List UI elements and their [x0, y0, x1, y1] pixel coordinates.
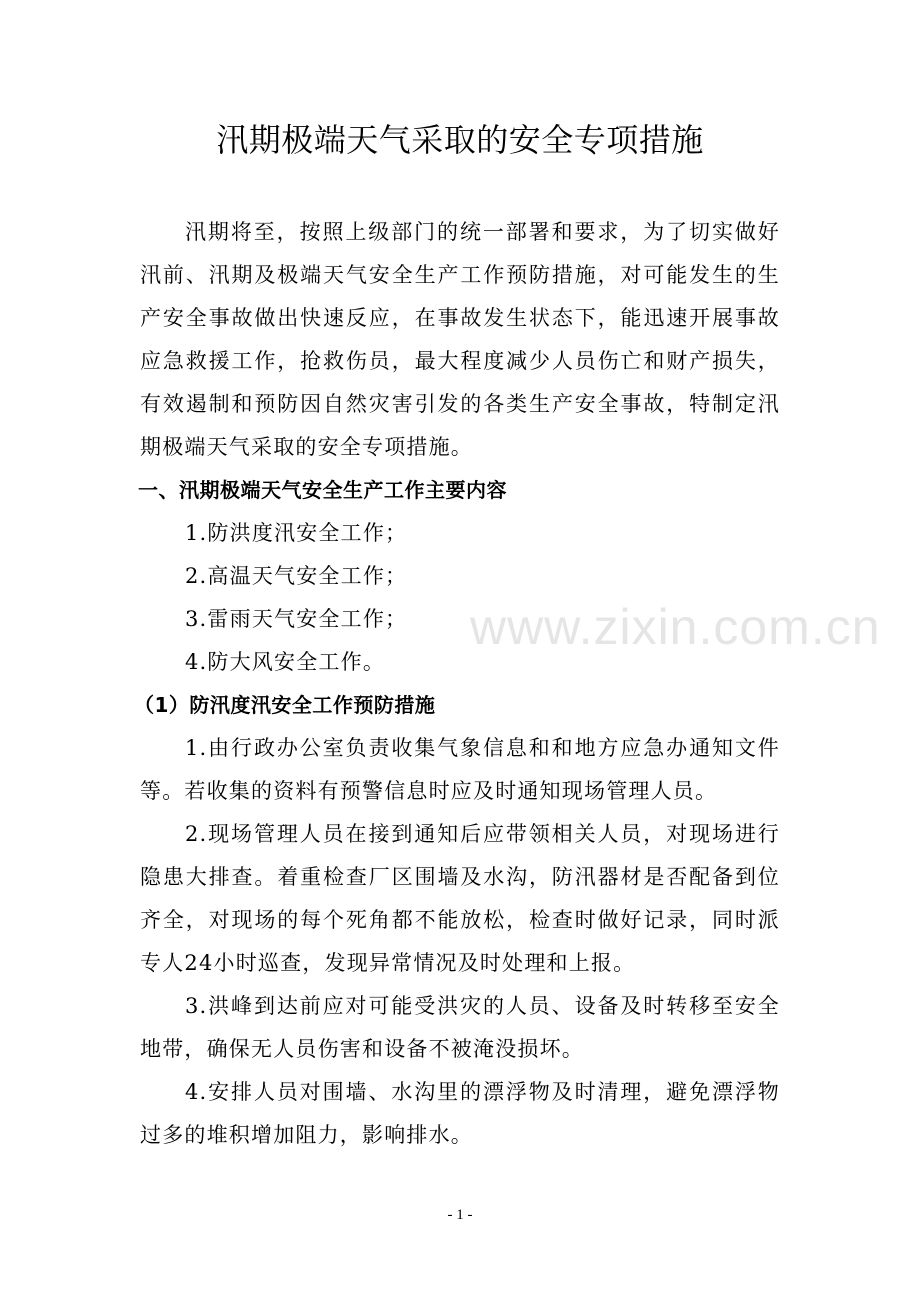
section-heading: 一、汛期极端天气安全生产工作主要内容 [138, 478, 507, 502]
document-body [134, 211, 780, 1157]
measure-paragraph: 2.现场管理人员在接到通知后应带领相关人员，对现场进行隐患大排查。着重检查厂区围墙及水沟，防汛器材是否配备到位齐全，对现场的每个死角都不能放松，检查时做好记录，同时派专人24小时巡查，发现异常情况及时处理和上报。 [140, 822, 780, 975]
subsection-heading: （1）防汛度汛安全工作预防措施 [134, 693, 436, 717]
document-title: 汛期极端天气采取的安全专项措施 [216, 121, 704, 159]
measure-paragraph: 3.洪峰到达前应对可能受洪灾的人员、设备及时转移至安全地带，确保无人员伤害和设备不被淹没损坏。 [140, 994, 780, 1061]
page-number: - 1 - [447, 1207, 473, 1223]
measure-paragraph: 4.安排人员对围墙、水沟里的漂浮物及时清理，避免漂浮物过多的堆积增加阻力，影响排水。 [140, 1080, 780, 1147]
list-item: 2.高温天气安全工作； [185, 564, 408, 588]
list-item: 4.防大风安全工作。 [185, 650, 386, 674]
list-item: 3.雷雨天气安全工作； [185, 607, 408, 631]
list-item: 1.防洪度汛安全工作； [185, 521, 408, 545]
watermark: www.zixin.com.cn [470, 599, 881, 655]
intro-paragraph: 汛期将至，按照上级部门的统一部署和要求，为了切实做好汛前、汛期及极端天气安全生产工作预防措施，对可能发生的生产安全事故做出快速反应，在事故发生状态下，能迅速开展事故应急救援工作，抢救伤员，最大程度减少人员伤亡和财产损失，有效遏制和预防因自然灾害引发的各类生产安全事故，特制定汛期极端天气采取的安全专项措施。 [140, 220, 780, 459]
measure-paragraph: 1.由行政办公室负责收集气象信息和和地方应急办通知文件等。若收集的资料有预警信息时应及时通知现场管理人员。 [140, 736, 780, 803]
